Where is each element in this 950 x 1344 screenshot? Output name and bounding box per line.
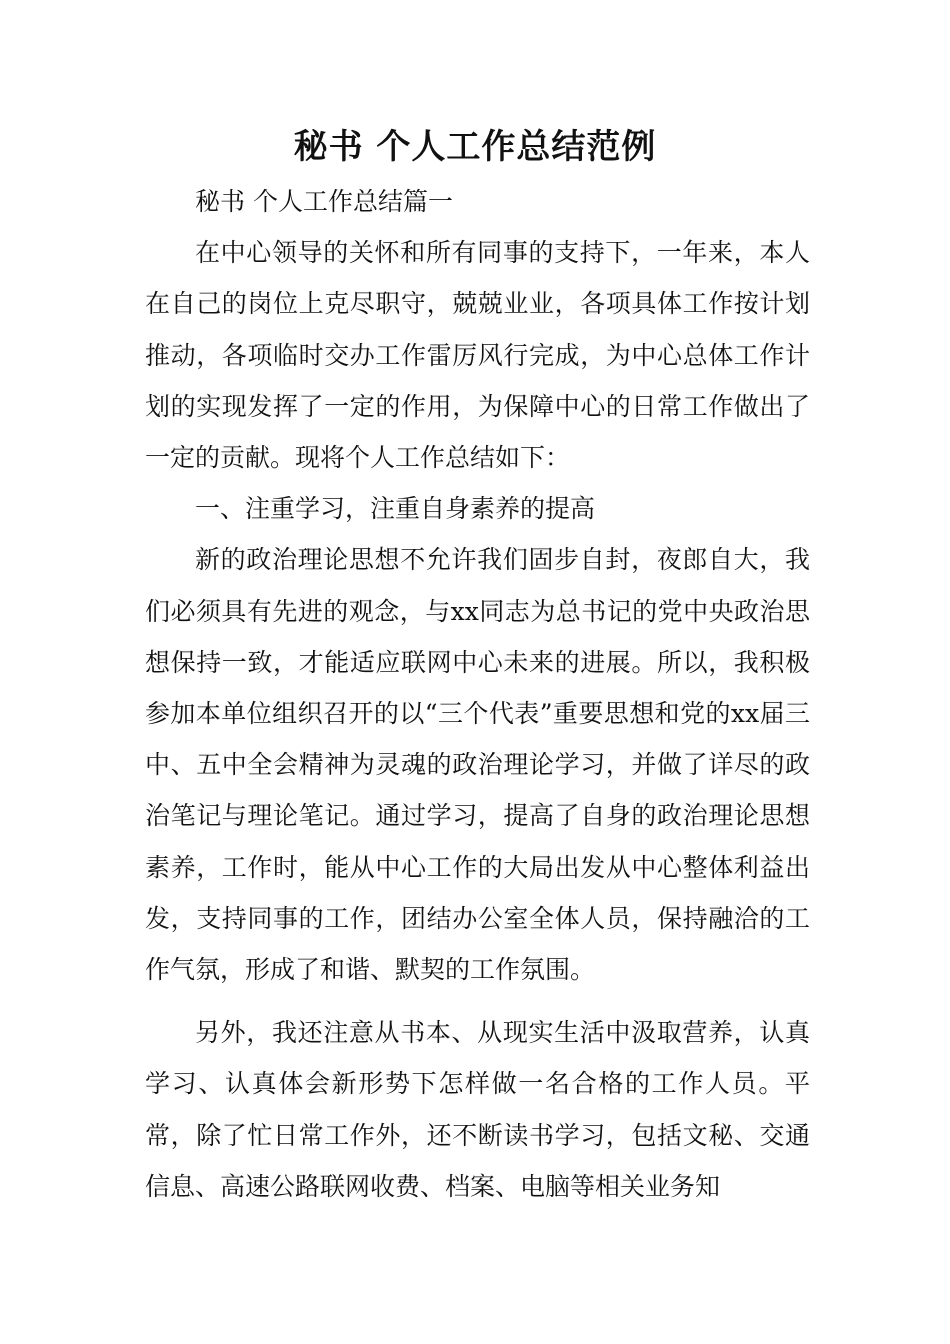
document-body [145, 176, 810, 1212]
document-title: 秘书 个人工作总结范例 [293, 127, 657, 167]
section-heading: 秘书 个人工作总结篇一 [195, 187, 453, 216]
paragraph-additional: 另外，我还注意从书本、从现实生活中汲取营养，认真学习、认真体会新形势下怎样做一名合格的工作人员。平常，除了忙日常工作外，还不断读书学习，包括文秘、交通信息、高速公路联网收费、档案、电脑等相关业务知 [145, 1018, 810, 1201]
paragraph-intro: 在中心领导的关怀和所有同事的支持下，一年来，本人在自己的岗位上克尽职守，兢兢业业，各项具体工作按计划推动，各项临时交办工作雷厉风行完成，为中心总体工作计划的实现发挥了一定的作用，为保障中心的日常工作做出了一定的贡献。现将个人工作总结如下： [145, 238, 810, 473]
subsection-heading: 一、注重学习，注重自身素养的提高 [195, 494, 596, 524]
paragraph-study: 新的政治理论思想不允许我们固步自封，夜郎自大，我们必须具有先进的观念，与xx同志为总书记的党中央政治思想保持一致，才能适应联网中心未来的进展。所以，我积极参加本单位组织召开的以“三个代表”重要思想和党的xx届三中、五中全会精神为灵魂的政治理论学习，并做了详尽的政治笔记与理论笔记。通过学习，提高了自身的政治理论思想素养，工作时，能从中心工作的大局出发从中心整体利益出发，支持同事的工作，团结办公室全体人员，保持融洽的工作气氛，形成了和谐、默契的工作氛围。 [145, 545, 810, 985]
